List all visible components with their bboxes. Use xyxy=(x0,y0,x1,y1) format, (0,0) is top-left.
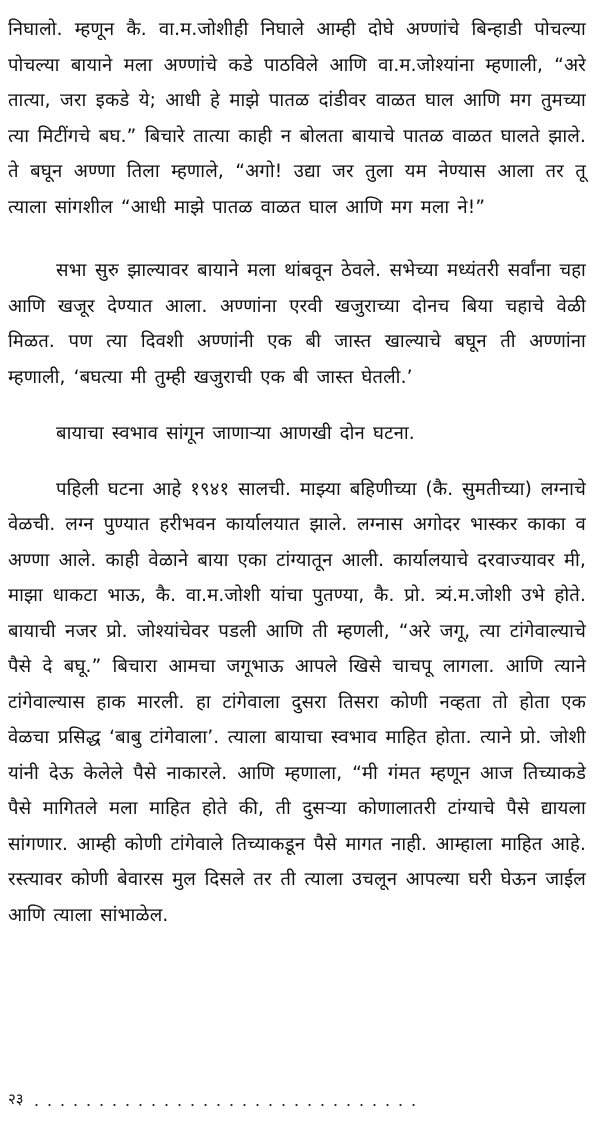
page-footer xyxy=(8,1086,448,1112)
paragraph-continuation: निघालो. म्हणून कै. वा.म.जोशीही निघाले आम्ही दोघे अण्णांचे बिन्हाडी पोचल्या पोचल्या बायाने मला अण्णांचे कडे पाठविले आणि वा.म.जोश्यांना म्हणाली, “अरे तात्या, जरा इकडे ये; आधी हे माझे पातळ दांडीवर वाळत घाल आणि मग तुमच्या त्या मिटींगचे बघ.” बिचारे तात्या काही न बोलता बायाचे पातळ वाळत घालते झाले. ते बघून अण्णा तिला म्हणाले, “अगो! उद्या जर तुला यम नेण्यास आला तर तू त्याला सांगशील “आधी माझे पातळ वाळत घाल आणि मग मला ने!” xyxy=(8,19,586,218)
dot-leader xyxy=(30,1086,420,1112)
paragraph-two-incidents-intro: बायाचा स्वभाव सांगून जाणाऱ्या आणखी दोन घटना. xyxy=(56,423,415,444)
paragraph-meeting-break: सभा सुरु झाल्यावर बायाने मला थांबवून ठेवले. सभेच्या मध्यंतरी सर्वांना चहा आणि खजूर देण्यात आला. अण्णांना एरवी खजुराच्या दोनच बिया चहाचे वेळी मिळत. पण त्या दिवशी अण्णांनी एक बी जास्त खाल्याचे बघून ती अण्णांना म्हणाली, ‘बघत्या मी तुम्ही खजुराची एक बी जास्त घेतली.’ xyxy=(8,260,586,388)
paragraph-first-incident: पहिली घटना आहे १९४१ सालची. माझ्या बहिणीच्या (कै. सुमतीच्या) लग्नाचे वेळची. लग्न पुण्यात हरीभवन कार्यालयात झाले. लग्नास अगोदर भास्कर काका व अण्णा आले. काही वेळाने बाया एका टांग्यातून आली. कार्यालयाचे दरवाज्यावर मी, माझा धाकटा भाऊ, कै. वा.म.जोशी यांचा पुतण्या, कै. प्रो. त्र्यं.म.जोशी उभे होते. बायाची नजर प्रो. जोश्यांचेवर पडली आणि ती म्हणली, “अरे जगू, त्या टांगेवाल्याचे पैसे दे बघू.” बिचारा आमचा जगूभाऊ आपले खिसे चाचपू लागला. आणि त्याने टांगेवाल्यास हाक मारली. हा टांगेवाला दुसरा तिसरा कोणी नव्हता तो होता एक वेळचा प्रसिद्ध ‘बाबु टांगेवाला’. त्याला बायाचा स्वभाव माहित होता. त्याने प्रो. जोशी यांनी देऊ केलेले पैसे नाकारले. आणि म्हणाला, “मी गंमत म्हणून आज तिच्याकडे पैसे मागितले मला माहित होते की, ती दुसऱ्या कोणालातरी टांग्याचे पैसे द्यायला सांगणार. आम्ही कोणी टांगेवाले तिच्याकडून पैसे मागत नाही. आम्हाला माहित आहे. रस्त्यावर कोणी बेवारस मुल दिसले तर ती त्याला उचलून आपल्या घरी घेऊन जाईल आणि त्याला सांभाळेल. xyxy=(8,478,586,926)
page-number: २३ xyxy=(8,1090,24,1108)
